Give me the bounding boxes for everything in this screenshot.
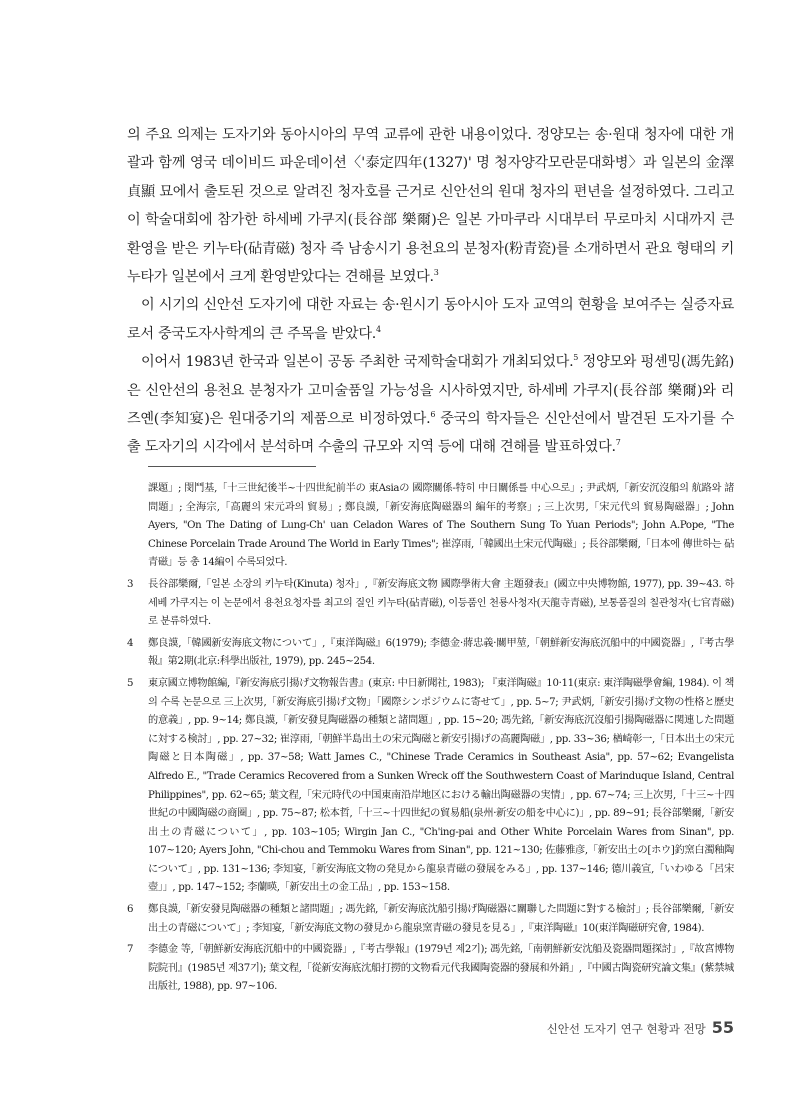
- body-paragraph-1: [127, 121, 734, 291]
- footnote-ref-5[interactable]: 5: [573, 353, 579, 363]
- footnote-6: [127, 901, 734, 938]
- footnote-number: 7: [127, 944, 134, 956]
- paragraph-text: 이어서 1983년 한국과 일본이 공동 주최한 국제학술대회가 개최되었다.: [141, 354, 574, 371]
- footnote-text: 鄭良謨,「新安發見陶磁器の種類と諸問題」; 馮先銘,「新安海底沈船引揚げ陶磁器に關聯した問題に對する檢討」; 長谷部樂爾,「新安出土の青磁について」; 李知宴,「新安海底文物の發見から龍泉窯青磁の發見を見る」,『東洋陶磁』10(東洋陶磁研究會, 1984).: [148, 904, 734, 934]
- footnote-ref-7[interactable]: 7: [615, 438, 621, 448]
- footnote-ref-6[interactable]: 6: [430, 410, 436, 420]
- footnote-4: [127, 635, 734, 672]
- paragraph-text: 의 주요 의제는 도자기와 동아시아의 무역 교류에 관한 내용이었다. 정양모는 송·원대 청자에 대한 개괄과 함께 영국 데이비드 파운데이션〈'泰定四年(1327)' 명 청자양각모란문대화병〉과 일본의 金澤貞顯 묘에서 출토된 것으로 알려진 청자호를 근거로 신안선의 원대 청자의 편년을 설정하였다. 그리고 이 학술대회에 참가한 하세베 가쿠지(長谷部 樂爾)은 일본 가마쿠라 시대부터 무로마치 시대까지 큰 환영을 받은 키누타(砧青磁) 청자 즉 남송시기 용천요의 분청자(粉青瓷)를 소개하면서 관요 형태의 키누타가 일본에서 크게 환영받았다는 견해를 보였다.: [127, 127, 734, 286]
- footnote-3: [127, 576, 734, 632]
- footnotes-section: [127, 480, 734, 1000]
- footnote-number: 5: [127, 677, 134, 689]
- footnote-text: 鄭良謨,「韓國新安海底文物について」,『東洋陶磁』6(1979); 李德金·蔣忠義·關甲堃,「朝鮮新安海底沉船中的中國瓷器」,『考古學報』第2期(北京:科學出版社, 1979), pp. 245~254.: [148, 637, 734, 668]
- paragraph-text: 중국의 학자들은 신안선에서 발견된 도자기를 수출 도자기의 시각에서 분석하며 수출의 규모와 지역 등에 대해 견해를 발표하였다.: [127, 411, 734, 456]
- paragraph-text: 정양모와 펑셴밍(馮先銘)은 신안선의 용천요 분청자가 고미술품일 가능성을 시사하였지만, 하세베 가쿠지(長谷部 樂爾)와 리즈옌(李知宴)은 원대중기의 제품으로 비정하였다.: [127, 354, 734, 428]
- body-paragraph-3: [127, 348, 734, 462]
- footnote-text: 李德金 等,「朝鮮新安海底沉船中的中國瓷器」,『考古學報』(1979년 제2기); 馮先銘,「南朝鮮新安沈船及瓷器問題探討」,『故宮博物院院刊』(1985년 제37기); 葉文程,「從新安海底沈船打撈的文物看元代我國陶瓷器的發展和外銷」,『中國古陶瓷研究論文集』(紫禁城出版社, 1988), pp. 97~106.: [148, 944, 734, 993]
- footnote-number: 4: [127, 637, 134, 649]
- footnote-ref-4[interactable]: 4: [375, 324, 381, 334]
- page-footer: [547, 1018, 734, 1037]
- footnote-ref-3[interactable]: 3: [433, 268, 439, 278]
- footnote-text: 東京國立博物館編,『新安海底引揚げ文物報告書』(東京: 中日新聞社, 1983); 『東洋陶磁』10·11(東京: 東洋陶磁學會編, 1984). 이 책의 수록 논문으로 三上次男,「新安海底引揚げ文物」「國際シンポジウムに寄せて」, pp. 5~7; 尹武炳,「新安引揚げ文物の性格と歷史的意義」, pp. 9~14; 鄭良謨,「新安發見陶磁器の種類と諸問題」, pp. 15~20; 馮先銘,「新安海底沉沒船引揚陶磁器に関連した問題に対する検討」, pp. 27~32; 崔淳雨,「朝鮮半島出土の宋元陶磁と新安引揚げの高麗陶磁」, pp. 33~36; 楢崎彰一,「日本出土の宋元陶磁と日本陶磁」, pp. 37~58; Watt James C., "Chinese Trade Ceramics in Southeast Asia", pp. 57~62; Evangelista Alfredo E., "Trade Ceramics Recovered from a Sunken Wreck off the Southwestern Coast of Marinduque Island, Central Philippines", pp. 62~65; 葉文程,「宋元時代の中国東南沿岸地区における輸出陶磁器の実情」, pp. 67~74; 三上次男,「十三~十四世紀の中國陶磁の商圈」, pp. 75~87; 松本哲,「十三~十四世紀の貿易船(泉州·新安の船を中心に)」, pp. 89~91; 長谷部樂爾,「新安出土の青磁について」, pp. 103~105; Wirgin Jan C., "Ch'ing-pai and Other White Porcelain Wares from Sinan", pp. 107~120; Ayers John, "Chi-chou and Temmoku Wares from Sinan", pp. 121~130; 佐藤雅彦,「新安出土の[ホウ]釣窯白濁釉陶について」, pp. 131~136; 李知宴,「新安海底文物の発見から龍泉青磁の發展をみる」, pp. 137~146; 德川義宣,「いわゆる「呂宋壺」」, pp. 147~152; 李蘭暎,「新安出土の金工品」, pp. 153~158.: [148, 677, 734, 894]
- running-title: 신안선 도자기 연구 현황과 전망: [546, 1022, 706, 1036]
- paragraph-text: 이 시기의 신안선 도자기에 대한 자료는 송·원시기 동아시아 도자 교역의 현황을 보여주는 실증자료로서 중국도자사학계의 큰 주목을 받았다.: [127, 297, 734, 342]
- main-body-text: [127, 121, 734, 462]
- footnote-7: [127, 941, 734, 997]
- page-number: 55: [711, 1018, 734, 1037]
- footnote-number: 6: [127, 904, 134, 916]
- body-paragraph-2: [127, 291, 734, 348]
- footnote-5: [127, 675, 734, 898]
- footnote-divider: [148, 466, 316, 467]
- footnote-number: 3: [127, 578, 134, 590]
- footnote-continuation: 課題」; 閔鬥基,「十三世紀後半~十四世紀前半の 東Asiaの 國際關係-特히 中日關係를 中心으로」; 尹武炳,「新安沉沒船의 航路와 諸問題」; 全海宗,「高麗의 宋元과의 貿易」; 鄭良謨,「新安海底陶磁器의 編年的考察」; 三上次男,「宋元代의 貿易陶磁器」; John Ayers, "On The Dating of Lung-Ch' uan Celadon Wares of The Southern Sung To Yuan Periods"; John A.Pope, "The Chinese Porcelain Trade Around The World in Early Times"; 崔淳雨,「韓國出土宋元代陶磁」; 長谷部樂爾,「日本에 傳世하는 砧青磁」등 총 14編이 수록되었다.: [148, 483, 734, 569]
- footnote-text: 長谷部樂爾,「일본 소장의 키누타(Kinuta) 청자」,『新安海底文物 國際學術大會 主題發表』(國立中央博物館, 1977), pp. 39~43. 하세베 가쿠지는 이 논문에서 용천요청자를 최고의 질인 키누타(砧青磁), 이등품인 천룡사청자(天龍寺青磁), 보통품질의 칠관청자(七官青磁)로 분류하였다.: [148, 578, 734, 628]
